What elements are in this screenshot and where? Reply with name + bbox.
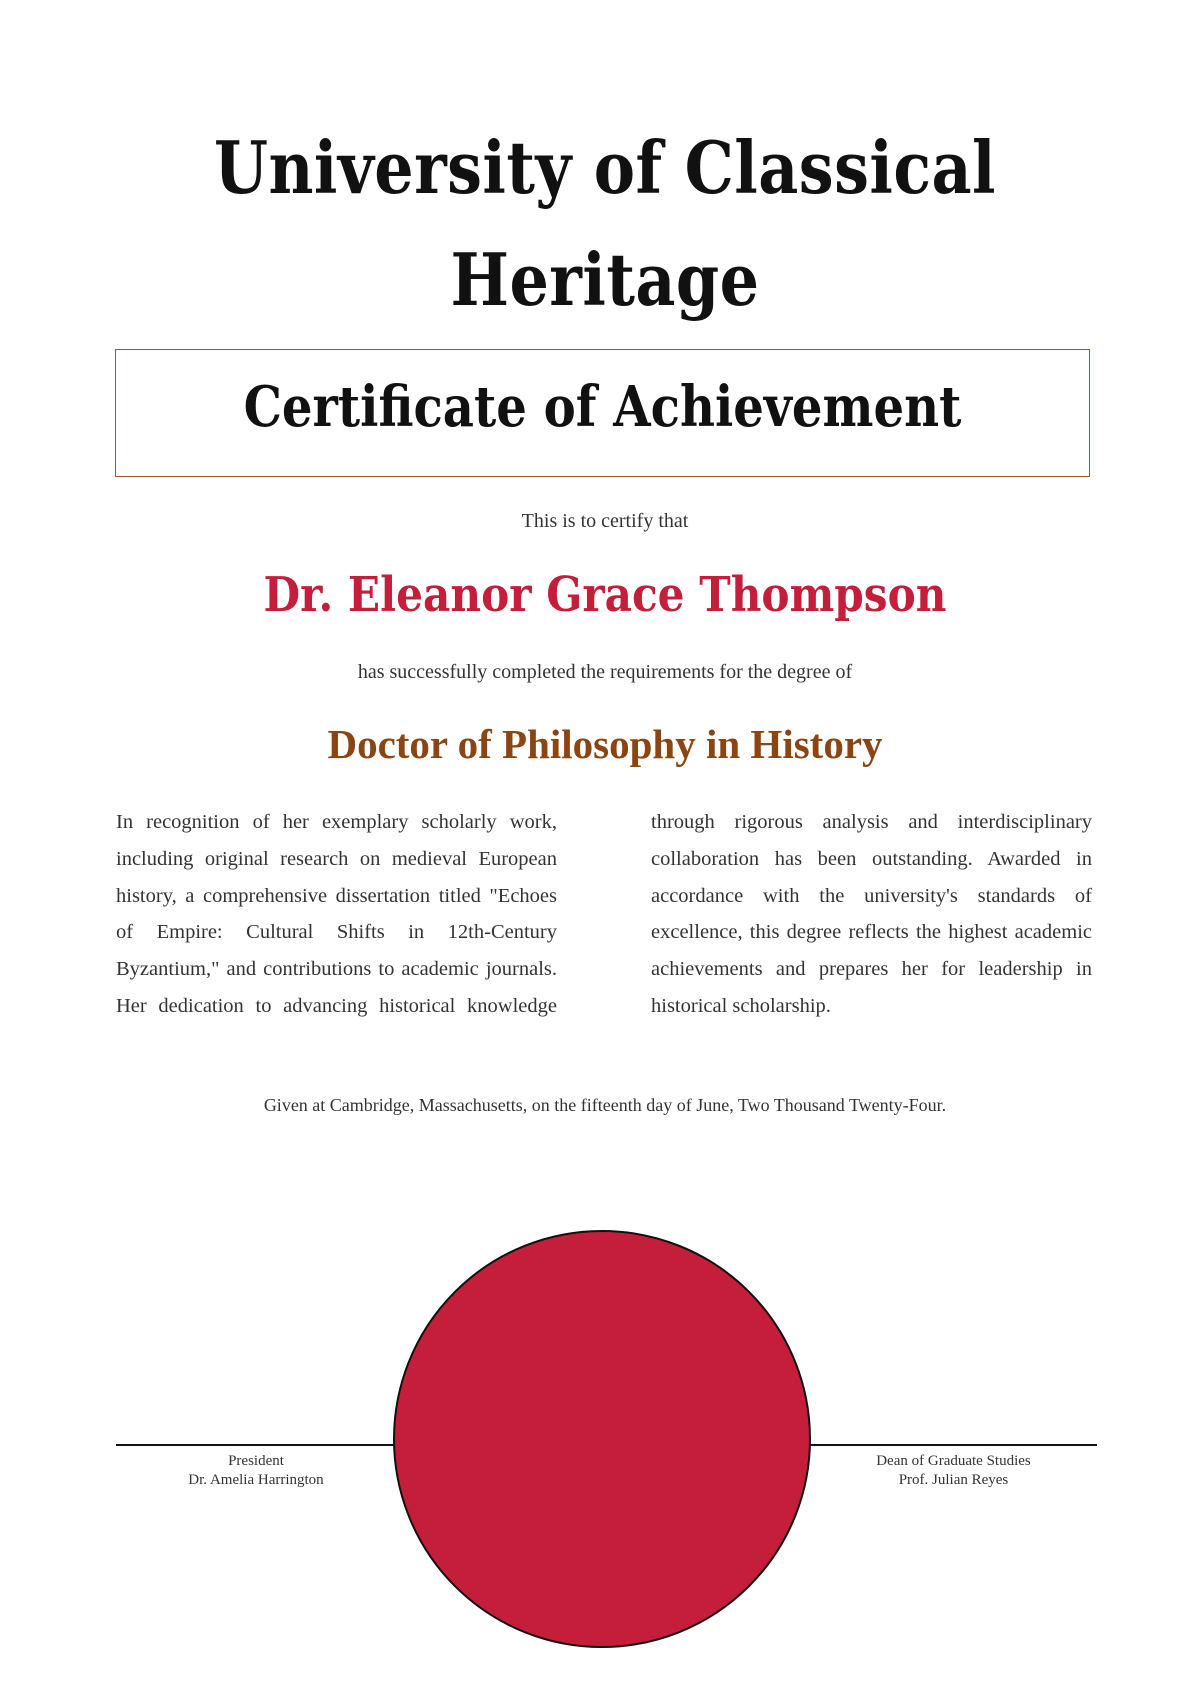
certificate-title-box [115,349,1090,477]
signature-title: Dean of Graduate Studies [876,1453,1031,1469]
signature-title: President [228,1453,284,1469]
citation-text: In recognition of her exemplary scholarly work, including original research on medieval European history, a comprehensive dissertation titled "Echoes of Empire: Cultural Shifts in 12th-Century Byzantium," and contributions to academic journals. Her dedication to advancing historical knowledge through rigorous analysis and interdisciplinary collaboration has been outstanding. Awarded in accordance with the university's standards of excellence, this degree reflects the highest academic achievements and prepares her for leadership in historical scholarship. [116,811,1092,1017]
signature-line-president [116,1444,396,1446]
university-name: University of Classical Heritage [214,125,996,322]
degree-title: Doctor of Philosophy in History [327,721,883,767]
certificate-title: Certificate of Achievement [243,374,962,440]
signature-line-dean [810,1444,1097,1446]
signature-name: Prof. Julian Reyes [898,1472,1009,1488]
seal-icon [393,1230,811,1648]
recipient-name: Dr. Eleanor Grace Thompson [263,567,947,623]
completed-line: has successfully completed the requirements for the degree of [357,661,853,683]
signature-name: Dr. Amelia Harrington [188,1472,324,1488]
signature-block-president [116,1452,396,1490]
signature-block-dean [810,1452,1097,1490]
citation-body [116,804,1092,1064]
certify-line: This is to certify that [521,510,689,532]
given-line: Given at Cambridge, Massachusetts, on the fifteenth day of June, Two Thousand Twenty-Four. [263,1095,947,1115]
